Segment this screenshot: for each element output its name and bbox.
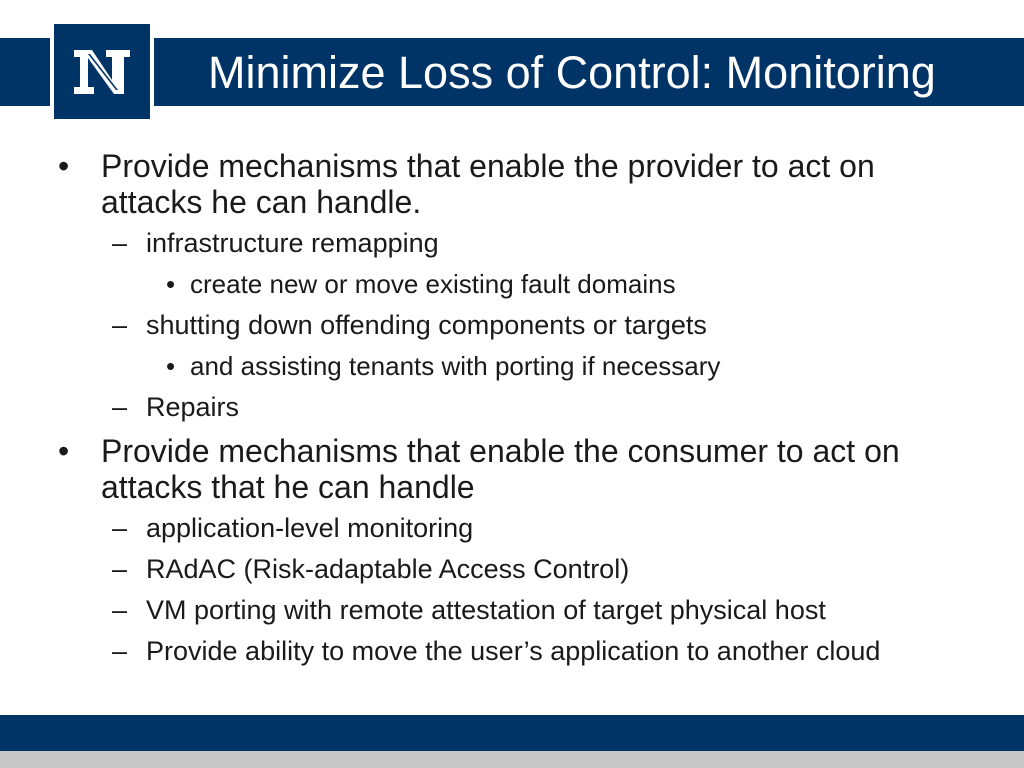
dash-marker: –: [112, 513, 128, 543]
bullet-dot: •: [58, 433, 70, 469]
subitem-text: Repairs: [146, 392, 240, 422]
footer-bar: [0, 715, 1024, 751]
bullet-text: Provide mechanisms that enable the consumer to act on attacks that he can handle: [101, 433, 900, 505]
subitem-text: RAdAC (Risk-adaptable Access Control): [146, 554, 630, 584]
dash-marker: –: [112, 595, 128, 625]
subsubitem-text: and assisting tenants with porting if necessary: [190, 351, 721, 381]
subitem-text: VM porting with remote attestation of target physical host: [146, 595, 826, 625]
bullet-dot: •: [166, 351, 176, 381]
dash-marker: –: [112, 636, 128, 666]
block-n-icon: [54, 24, 150, 119]
subitem-text: infrastructure remapping: [146, 228, 439, 258]
bullet-provider: [0, 148, 1024, 220]
subsubitem-text: create new or move existing fault domains: [190, 269, 676, 299]
bullet-dot: •: [58, 148, 70, 184]
subitem-infrastructure-remapping: [0, 228, 1024, 259]
dash-marker: –: [112, 228, 128, 258]
subitem-application-monitoring: [0, 513, 1024, 544]
subitem-vm-porting: [0, 595, 1024, 626]
dash-marker: –: [112, 392, 128, 422]
logo-block-n-icon: [54, 24, 150, 119]
dash-marker: –: [112, 310, 128, 340]
subitem-shutting-down: [0, 310, 1024, 341]
footer-strip: [0, 751, 1024, 768]
subsubitem-assisting-tenants: [0, 351, 1024, 382]
bullet-consumer: [0, 433, 1024, 505]
slide-title: Minimize Loss of Control: Monitoring: [208, 47, 936, 98]
subitem-text: shutting down offending components or targets: [146, 310, 707, 340]
subsubitem-fault-domains: [0, 269, 1024, 300]
bullet-text: Provide mechanisms that enable the provider to act on attacks he can handle.: [101, 148, 875, 220]
slide-content: [0, 148, 1024, 676]
subitem-move-application: [0, 636, 1024, 666]
subitem-repairs: [0, 392, 1024, 423]
bullet-dot: •: [166, 269, 176, 299]
subitem-text: Provide ability to move the user’s application to another cloud: [146, 636, 881, 666]
subitem-radac: [0, 554, 1024, 585]
subitem-text: application-level monitoring: [146, 513, 474, 543]
university-logo: [50, 20, 154, 123]
dash-marker: –: [112, 554, 128, 584]
